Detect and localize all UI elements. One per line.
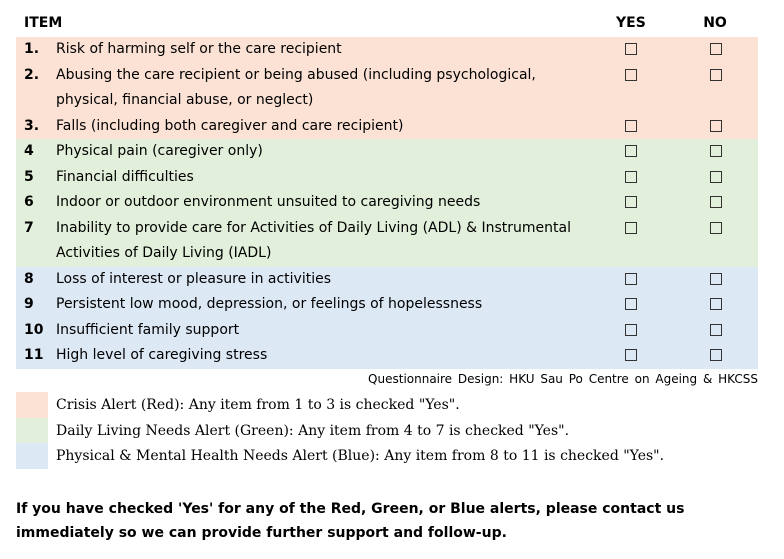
legend-row <box>16 418 756 444</box>
table-row <box>16 114 758 140</box>
item-text: Abusing the care recipient or being abused (including psychological, physical, financial abuse, or neglect) <box>56 66 536 108</box>
item-text: Falls (including both caregiver and care recipient) <box>56 117 404 134</box>
item-text: Risk of harming self or the care recipient <box>56 41 342 57</box>
legend-row <box>16 443 756 469</box>
no-checkbox[interactable] <box>710 145 722 157</box>
item-text: High level of caregiving stress <box>56 347 268 363</box>
no-checkbox[interactable] <box>710 120 722 132</box>
legend-description: Any item from 8 to 11 is checked "Yes". <box>384 448 665 464</box>
no-checkbox[interactable] <box>710 324 722 336</box>
no-checkbox[interactable] <box>710 273 722 285</box>
table-row <box>16 139 758 165</box>
yes-checkbox[interactable] <box>625 222 637 234</box>
legend-text <box>56 397 460 413</box>
table-row <box>16 216 758 267</box>
no-checkbox[interactable] <box>710 43 722 55</box>
table-header <box>16 12 758 36</box>
item-number: 7 <box>24 219 34 236</box>
item-text: Loss of interest or pleasure in activities <box>56 270 332 287</box>
item-text: Persistent low mood, depression, or feelings of hopelessness <box>56 296 483 312</box>
item-text: Insufficient family support <box>56 321 240 338</box>
footer-note: If you have checked 'Yes' for any of the Red, Green, or Blue alerts, please contact us immediately so we can provide further support and follow-up. <box>16 501 685 541</box>
table-row <box>16 190 758 216</box>
yes-checkbox[interactable] <box>625 171 637 183</box>
yes-checkbox[interactable] <box>625 196 637 208</box>
item-number: 2. <box>24 66 40 83</box>
legend-row <box>16 392 756 418</box>
yes-checkbox[interactable] <box>625 324 637 336</box>
table-row <box>16 292 758 318</box>
table-row <box>16 267 758 293</box>
no-checkbox[interactable] <box>710 298 722 310</box>
item-text: Inability to provide care for Activities of Daily Living (ADL) & Instrumental Activities of Daily Living (IADL) <box>56 219 571 261</box>
legend-swatch <box>16 418 48 444</box>
legend-description: Any item from 1 to 3 is checked "Yes". <box>188 397 460 413</box>
yes-checkbox[interactable] <box>625 69 637 81</box>
item-text: Indoor or outdoor environment unsuited to caregiving needs <box>56 194 481 210</box>
item-text: Financial difficulties <box>56 168 194 185</box>
yes-checkbox[interactable] <box>625 273 637 285</box>
header-yes: YES <box>616 15 646 31</box>
yes-checkbox[interactable] <box>625 120 637 132</box>
no-checkbox[interactable] <box>710 196 722 208</box>
item-number: 8 <box>24 270 34 287</box>
no-checkbox[interactable] <box>710 171 722 183</box>
legend-description: Any item from 4 to 7 is checked "Yes". <box>298 422 570 439</box>
legend-label: Crisis Alert (Red): <box>56 397 185 413</box>
checklist-table <box>16 37 758 369</box>
table-row <box>16 318 758 344</box>
header-item: ITEM <box>24 15 63 31</box>
alert-legend <box>16 392 756 469</box>
design-credit: Questionnaire Design: HKU Sau Po Centre on Ageing & HKCSS <box>368 372 758 386</box>
item-number: 4 <box>24 143 34 159</box>
legend-text <box>56 448 664 464</box>
yes-checkbox[interactable] <box>625 298 637 310</box>
legend-swatch <box>16 443 48 469</box>
yes-checkbox[interactable] <box>625 43 637 55</box>
no-checkbox[interactable] <box>710 349 722 361</box>
header-no: NO <box>703 15 727 31</box>
item-number: 9 <box>24 296 34 312</box>
legend-label: Physical & Mental Health Needs Alert (Blue): <box>56 448 380 464</box>
legend-text <box>56 423 569 439</box>
item-number: 11 <box>24 347 44 363</box>
no-checkbox[interactable] <box>710 222 722 234</box>
table-row <box>16 37 758 63</box>
yes-checkbox[interactable] <box>625 145 637 157</box>
table-row <box>16 343 758 369</box>
item-number: 5 <box>24 168 34 185</box>
item-number: 3. <box>24 117 40 134</box>
item-number: 10 <box>24 321 44 338</box>
item-number: 6 <box>24 194 34 210</box>
item-number: 1. <box>24 41 40 57</box>
table-row <box>16 63 758 114</box>
yes-checkbox[interactable] <box>625 349 637 361</box>
table-row <box>16 165 758 191</box>
item-text: Physical pain (caregiver only) <box>56 143 263 159</box>
legend-swatch <box>16 392 48 418</box>
no-checkbox[interactable] <box>710 69 722 81</box>
legend-label: Daily Living Needs Alert (Green): <box>56 422 294 439</box>
